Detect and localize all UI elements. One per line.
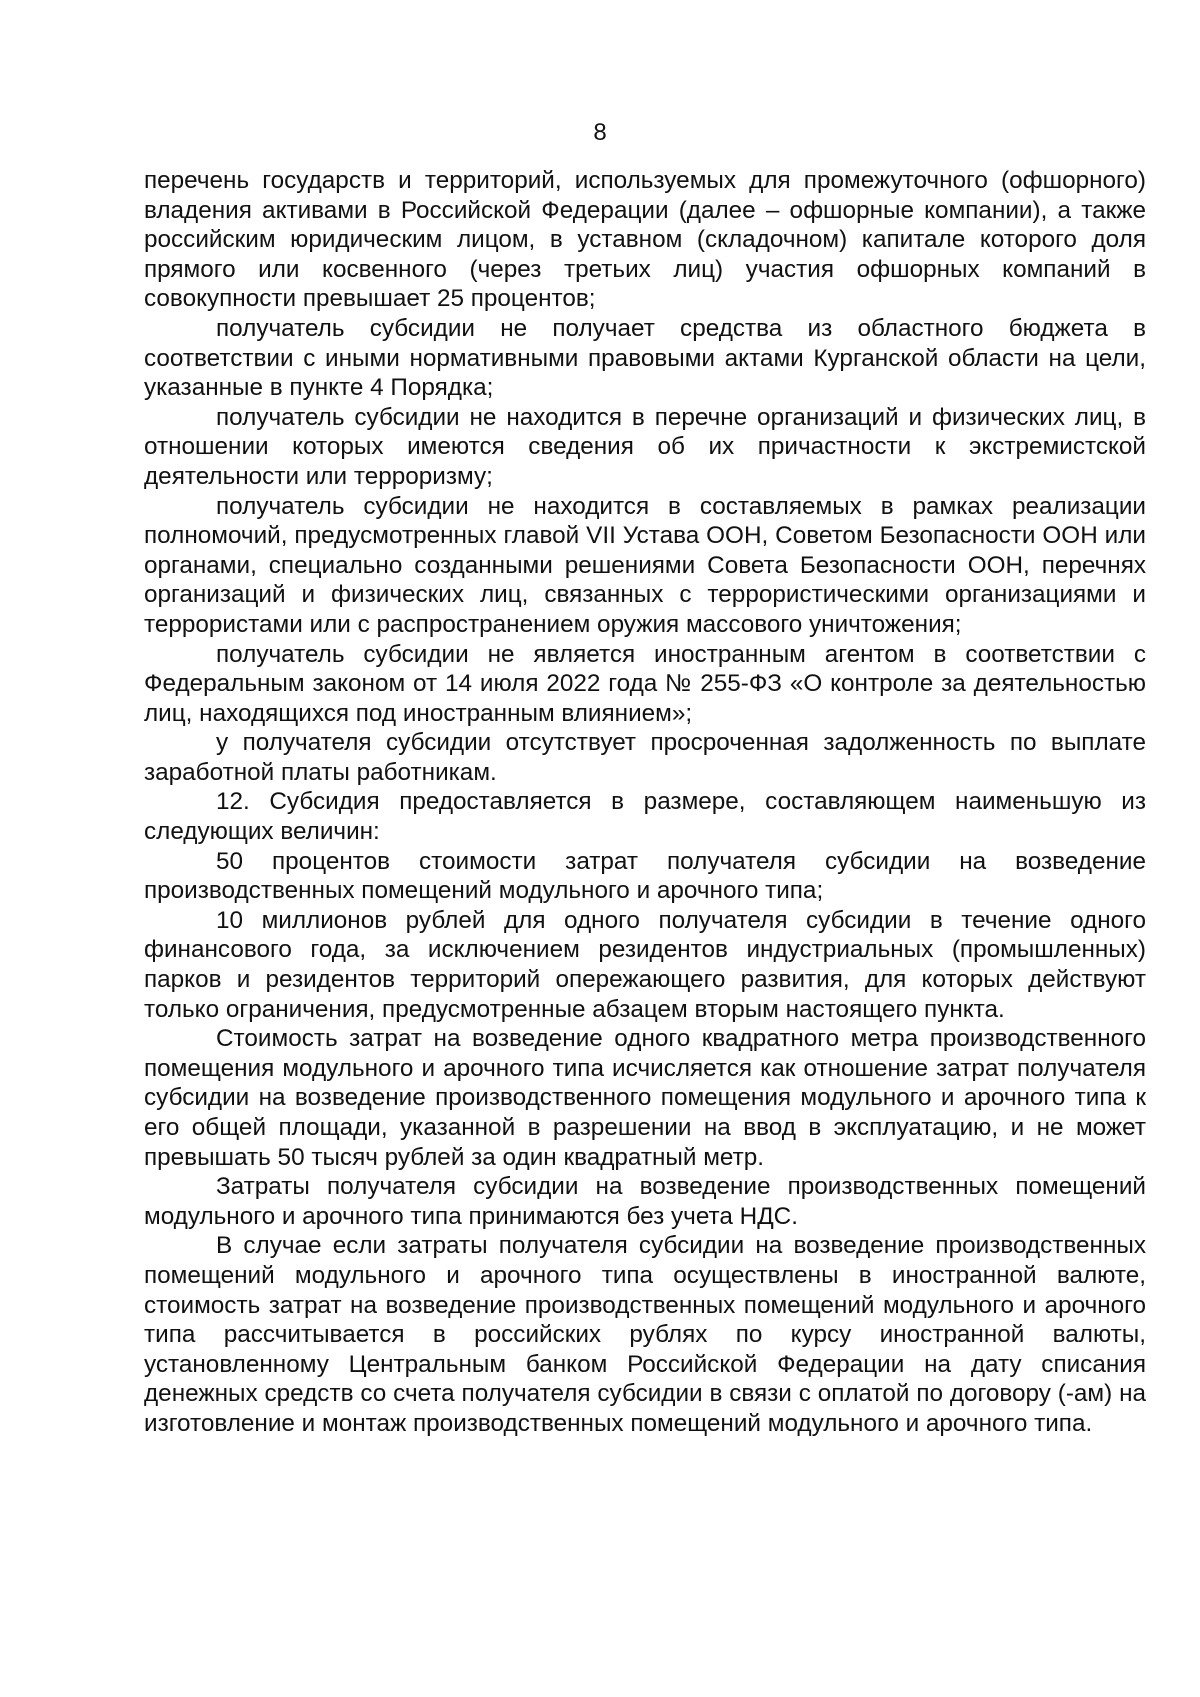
paragraph: 10 миллионов рублей для одного получателя субсидии в течение одного финансового года, за исключением резидентов индустриальных (промышленных) парков и резидентов территорий опережающего развития, для которых действуют только ограничения, предусмотренные абзацем вторым настоящего пункта.	[144, 906, 1146, 1023]
paragraph: перечень государств и территорий, используемых для промежуточного (офшорного) владения активами в Российской Федерации (далее – офшорные компании), а также российским юридическим лицом, в уставном (складочном) капитале которого доля прямого или косвенного (через третьих лиц) участия офшорных компаний в совокупности превышает 25 процентов;	[144, 167, 1146, 313]
paragraph: Затраты получателя субсидии на возведение производственных помещений модульного и арочного типа принимаются без учета НДС.	[144, 1173, 1146, 1230]
paragraph: получатель субсидии не находится в перечне организаций и физических лиц, в отношении которых имеются сведения об их причастности к экстремистской деятельности или терроризму;	[144, 403, 1146, 490]
paragraph: у получателя субсидии отсутствует просроченная задолженность по выплате заработной платы работникам.	[144, 729, 1146, 786]
document-body	[144, 166, 1146, 1439]
paragraph: получатель субсидии не является иностранным агентом в соответствии с Федеральным законом от 14 июля 2022 года № 255-ФЗ «О контроле за деятельностью лиц, находящихся под иностранным влиянием»;	[144, 640, 1146, 727]
paragraph: Стоимость затрат на возведение одного квадратного метра производственного помещения модульного и арочного типа исчисляется как отношение затрат получателя субсидии на возведение производственного помещения модульного и арочного типа к его общей площади, указанной в разрешении на ввод в эксплуатацию, и не может превышать 50 тысяч рублей за один квадратный метр.	[144, 1025, 1146, 1171]
page-number: 8	[593, 119, 607, 146]
paragraph: получатель субсидии не получает средства из областного бюджета в соответствии с иными нормативными правовыми актами Курганской области на цели, указанные в пункте 4 Порядка;	[144, 314, 1146, 402]
paragraph: В случае если затраты получателя субсидии на возведение производственных помещений модульного и арочного типа осуществлены в иностранной валюте, стоимость затрат на возведение производственных помещений модульного и арочного типа рассчитывается в российских рублях по курсу иностранной валюты, установленному Центральным банком Российской Федерации на дату списания денежных средств со счета получателя субсидии в связи с оплатой по договору (-ам) на изготовление и монтаж производственных помещений модульного и арочного типа.	[144, 1232, 1146, 1437]
paragraph: получатель субсидии не находится в составляемых в рамках реализации полномочий, предусмотренных главой VII Устава ООН, Советом Безопасности ООН или органами, специально созданными решениями Совета Безопасности ООН, перечнях организаций и физических лиц, связанных с террористическими организациями и террористами или с распространением оружия массового уничтожения;	[144, 492, 1146, 638]
paragraph: 50 процентов стоимости затрат получателя субсидии на возведение производственных помещений модульного и арочного типа;	[144, 847, 1146, 905]
paragraph: 12. Субсидия предоставляется в размере, составляющем наименьшую из следующих величин:	[144, 788, 1146, 846]
